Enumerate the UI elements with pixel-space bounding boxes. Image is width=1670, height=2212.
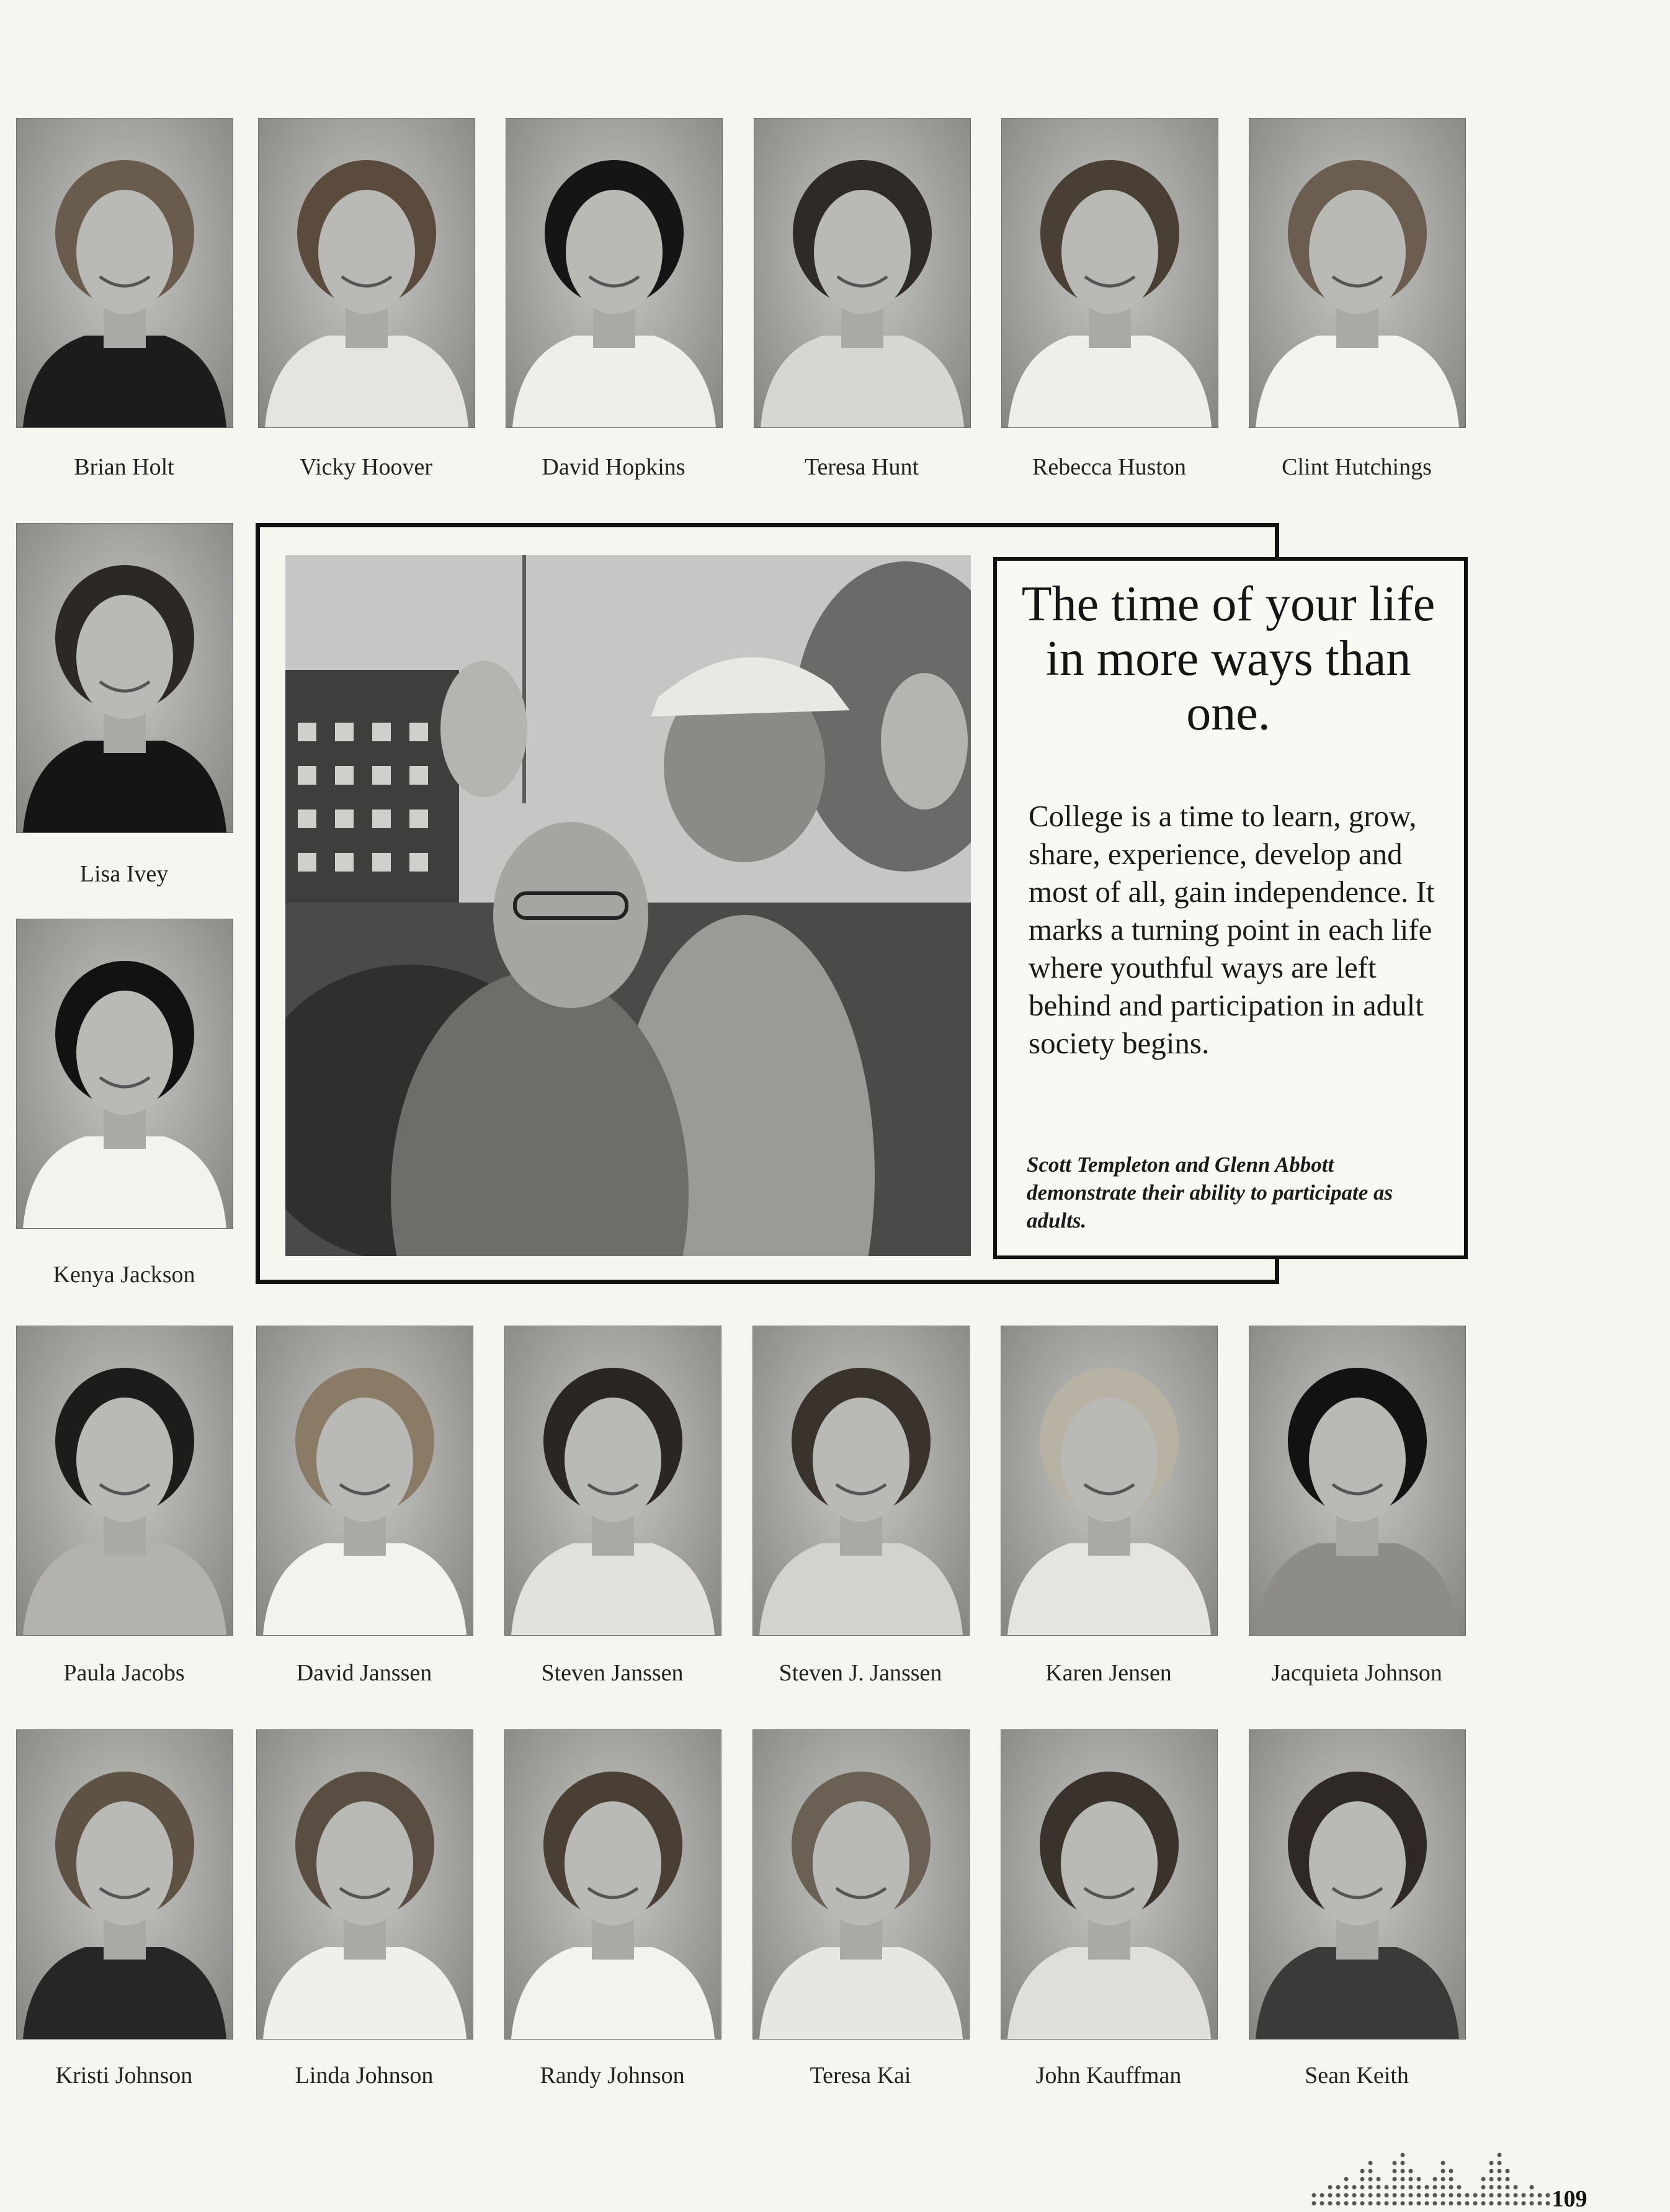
portrait-silhouette	[17, 1326, 233, 1635]
portrait-name: John Kauffman	[1035, 2063, 1182, 2089]
portrait-silhouette	[1249, 1326, 1465, 1635]
dot	[1352, 2201, 1357, 2206]
dot	[1481, 2185, 1486, 2190]
dot	[1457, 2201, 1462, 2206]
dot	[1393, 2193, 1397, 2198]
portrait-name: Linda Johnson	[295, 2063, 434, 2089]
portrait-name: David Hopkins	[542, 454, 685, 480]
portrait-name: Lisa Ivey	[79, 861, 169, 887]
dot	[1514, 2193, 1518, 2198]
feature-caption: Scott Templeton and Glenn Abbott demonstrate their ability to participate as adults.	[1027, 1153, 1393, 1233]
portrait-silhouette	[1002, 118, 1218, 427]
portrait-photo	[754, 118, 971, 428]
dot	[1360, 2185, 1365, 2190]
dot	[1344, 2193, 1349, 2198]
portrait-photo	[1249, 1326, 1466, 1636]
dot	[1506, 2177, 1510, 2182]
page-number: 109	[1552, 2186, 1587, 2212]
portrait-face	[813, 1801, 909, 1925]
portrait-silhouette	[17, 524, 233, 832]
portrait-photo	[16, 919, 233, 1229]
portrait-name: Jacquieta Johnson	[1271, 1660, 1442, 1686]
dot	[1360, 2193, 1365, 2198]
portrait-photo	[1001, 1326, 1218, 1636]
dot	[1360, 2169, 1365, 2174]
dot	[1538, 2193, 1542, 2198]
portrait-photo	[504, 1729, 721, 2040]
portrait-photo	[16, 1326, 233, 1636]
dot	[1514, 2201, 1518, 2206]
dot	[1498, 2193, 1502, 2198]
dot	[1449, 2201, 1453, 2206]
portrait-name: David Janssen	[296, 1660, 432, 1686]
dot	[1506, 2193, 1510, 2198]
dot	[1473, 2193, 1478, 2198]
portrait-shoulders	[23, 741, 226, 832]
feature-headline: The time of your life in more ways than one.	[1021, 577, 1436, 741]
dot	[1401, 2193, 1405, 2198]
dot	[1449, 2169, 1453, 2174]
dot	[1481, 2201, 1486, 2206]
dot	[1465, 2201, 1470, 2206]
dot	[1393, 2185, 1397, 2190]
dot	[1441, 2193, 1445, 2198]
portrait-face	[1061, 1398, 1158, 1522]
portrait-silhouette	[257, 1730, 473, 2039]
portrait-shoulders	[759, 1543, 963, 1635]
portrait-photo	[752, 1729, 970, 2040]
dot	[1320, 2201, 1324, 2206]
portrait-shoulders	[761, 336, 964, 427]
dot	[1401, 2177, 1405, 2182]
dot	[1344, 2201, 1349, 2206]
portrait-shoulders	[1007, 1947, 1211, 2039]
dot	[1409, 2193, 1413, 2198]
dot	[1401, 2185, 1405, 2190]
portrait-shoulders	[23, 1136, 226, 1228]
portrait-face	[316, 1801, 413, 1925]
portrait-face	[76, 595, 173, 719]
portrait-face	[566, 190, 663, 314]
portrait-silhouette	[753, 1326, 969, 1635]
dot	[1489, 2161, 1494, 2165]
feature-photo	[285, 555, 971, 1256]
dot	[1369, 2185, 1373, 2190]
dot	[1489, 2201, 1494, 2206]
portrait-shoulders	[511, 1947, 715, 2039]
portrait-silhouette	[17, 118, 233, 427]
dot	[1409, 2169, 1413, 2174]
portrait-shoulders	[1007, 1543, 1211, 1635]
dot	[1417, 2201, 1421, 2206]
portrait-face	[1061, 190, 1158, 314]
portrait-shoulders	[23, 1543, 226, 1635]
dot	[1393, 2161, 1397, 2165]
dot	[1377, 2185, 1381, 2190]
dot	[1449, 2193, 1453, 2198]
portrait-shoulders	[1256, 336, 1459, 427]
portrait-silhouette	[754, 118, 970, 427]
portrait-shoulders	[265, 336, 468, 427]
dot	[1489, 2193, 1494, 2198]
dot	[1336, 2201, 1341, 2206]
portrait-name: Teresa Kai	[810, 2063, 911, 2089]
dot	[1481, 2177, 1486, 2182]
portrait-name: Vicky Hoover	[299, 454, 433, 480]
dot	[1409, 2177, 1413, 2182]
dot	[1481, 2193, 1486, 2198]
portrait-name: Clint Hutchings	[1282, 454, 1432, 480]
feature-pole	[522, 555, 526, 803]
dot	[1401, 2161, 1405, 2165]
dot	[1441, 2185, 1445, 2190]
portrait-name: Rebecca Huston	[1032, 454, 1186, 480]
portrait-silhouette	[1249, 1730, 1465, 2039]
dot	[1401, 2201, 1405, 2206]
portrait-name: Teresa Hunt	[804, 454, 919, 480]
portrait-shoulders	[1256, 1543, 1459, 1635]
portrait-shoulders	[263, 1947, 467, 2039]
dot	[1538, 2201, 1542, 2206]
dot	[1449, 2177, 1453, 2182]
dot	[1498, 2169, 1502, 2174]
dot	[1425, 2185, 1429, 2190]
portrait-face	[814, 190, 911, 314]
portrait-silhouette	[259, 118, 475, 427]
dot	[1433, 2193, 1437, 2198]
portrait-shoulders	[1256, 1947, 1459, 2039]
portrait-photo	[256, 1729, 473, 2040]
feature-hand	[881, 673, 968, 809]
dot	[1441, 2201, 1445, 2206]
portrait-face	[1309, 1801, 1406, 1925]
portrait-name: Karen Jensen	[1045, 1660, 1172, 1686]
dot	[1433, 2201, 1437, 2206]
dot	[1417, 2185, 1421, 2190]
portrait-photo	[506, 118, 723, 428]
dot	[1441, 2161, 1445, 2165]
portrait-face	[318, 190, 415, 314]
dot	[1489, 2169, 1494, 2174]
portrait-silhouette	[506, 118, 722, 427]
dot	[1417, 2177, 1421, 2182]
dot	[1328, 2193, 1333, 2198]
dot	[1393, 2177, 1397, 2182]
portrait-silhouette	[17, 1730, 233, 2039]
portrait-face	[76, 190, 173, 314]
dot	[1320, 2193, 1324, 2198]
portrait-name: Steven J. Janssen	[779, 1660, 942, 1686]
dot	[1425, 2201, 1429, 2206]
dot	[1457, 2193, 1462, 2198]
portrait-photo	[752, 1326, 970, 1636]
portrait-face	[316, 1398, 413, 1522]
dot	[1360, 2177, 1365, 2182]
dot	[1473, 2201, 1478, 2206]
dot	[1385, 2185, 1389, 2190]
dot	[1352, 2193, 1357, 2198]
dot	[1433, 2185, 1437, 2190]
dot	[1425, 2193, 1429, 2198]
dot	[1328, 2201, 1333, 2206]
portrait-silhouette	[257, 1326, 473, 1635]
dot	[1506, 2201, 1510, 2206]
portrait-face	[76, 1801, 173, 1925]
portrait-photo	[16, 1729, 233, 2040]
portrait-shoulders	[511, 1543, 715, 1635]
dot	[1344, 2177, 1349, 2182]
dot	[1522, 2201, 1526, 2206]
portrait-name: Sean Keith	[1305, 2063, 1409, 2089]
portrait-photo	[16, 118, 233, 428]
dot	[1498, 2153, 1502, 2157]
dot	[1465, 2193, 1470, 2198]
portrait-name: Steven Janssen	[541, 1660, 684, 1686]
portrait-silhouette	[17, 919, 233, 1228]
dot	[1360, 2201, 1365, 2206]
portrait-face	[565, 1801, 661, 1925]
portrait-shoulders	[263, 1543, 467, 1635]
portrait-shoulders	[23, 336, 226, 427]
portrait-name: Kristi Johnson	[55, 2063, 193, 2089]
dot	[1377, 2201, 1381, 2206]
dot	[1393, 2201, 1397, 2206]
portrait-face	[1309, 190, 1406, 314]
dot	[1401, 2169, 1405, 2174]
portrait-photo	[1001, 1729, 1218, 2040]
dot	[1417, 2193, 1421, 2198]
dot	[1369, 2169, 1373, 2174]
dot	[1409, 2185, 1413, 2190]
dot	[1441, 2177, 1445, 2182]
dot	[1369, 2177, 1373, 2182]
dot	[1506, 2185, 1510, 2190]
dot	[1498, 2177, 1502, 2182]
portrait-photo	[504, 1326, 721, 1636]
portrait-name: Randy Johnson	[540, 2063, 685, 2089]
dot	[1385, 2201, 1389, 2206]
dot	[1336, 2185, 1341, 2190]
dot	[1449, 2185, 1453, 2190]
portrait-photo	[1001, 118, 1218, 428]
portrait-name: Kenya Jackson	[53, 1262, 195, 1288]
dot	[1506, 2169, 1510, 2174]
dot	[1377, 2193, 1381, 2198]
portrait-shoulders	[759, 1947, 963, 2039]
dot	[1352, 2185, 1357, 2190]
dot	[1522, 2193, 1526, 2198]
dot	[1498, 2201, 1502, 2206]
dot	[1489, 2185, 1494, 2190]
dot	[1514, 2185, 1518, 2190]
dot	[1457, 2185, 1462, 2190]
dot	[1498, 2185, 1502, 2190]
dot	[1312, 2193, 1316, 2198]
portrait-silhouette	[505, 1730, 721, 2039]
dot	[1344, 2185, 1349, 2190]
dot	[1530, 2201, 1534, 2206]
portrait-photo	[258, 118, 475, 428]
portrait-face	[813, 1398, 909, 1522]
portrait-photo	[1249, 1729, 1466, 2040]
dot	[1385, 2193, 1389, 2198]
portrait-silhouette	[753, 1730, 969, 2039]
portrait-shoulders	[23, 1947, 226, 2039]
dot	[1441, 2169, 1445, 2174]
portrait-face	[565, 1398, 661, 1522]
portrait-shoulders	[1008, 336, 1212, 427]
portrait-face	[1309, 1398, 1406, 1522]
dot	[1369, 2161, 1373, 2165]
portrait-name: Brian Holt	[74, 454, 174, 480]
dot	[1328, 2185, 1333, 2190]
dot	[1369, 2201, 1373, 2206]
dot	[1433, 2177, 1437, 2182]
dot	[1393, 2169, 1397, 2174]
dot	[1312, 2201, 1316, 2206]
feature-body: College is a time to learn, grow, share, experience, develop and most of all, gain independence. It marks a turning point in each life where youthful ways are left behind and participation in adult society begins.	[1029, 799, 1435, 1060]
dot	[1530, 2193, 1534, 2198]
dot	[1530, 2185, 1534, 2190]
portrait-silhouette	[1249, 118, 1465, 427]
portrait-shoulders	[512, 336, 716, 427]
dot	[1401, 2153, 1405, 2157]
portrait-face	[1061, 1801, 1158, 1925]
dot	[1336, 2193, 1341, 2198]
feature-hand	[440, 661, 527, 797]
portrait-silhouette	[505, 1326, 721, 1635]
portrait-silhouette	[1001, 1326, 1217, 1635]
portrait-photo	[256, 1326, 473, 1636]
dot	[1409, 2201, 1413, 2206]
dot	[1369, 2193, 1373, 2198]
portrait-silhouette	[1001, 1730, 1217, 2039]
dot	[1377, 2177, 1381, 2182]
portrait-name: Paula Jacobs	[63, 1660, 185, 1686]
dot	[1498, 2161, 1502, 2165]
portrait-photo	[1249, 118, 1466, 428]
portrait-photo	[16, 523, 233, 833]
portrait-face	[76, 1398, 173, 1522]
portrait-face	[76, 991, 173, 1115]
dot	[1489, 2177, 1494, 2182]
